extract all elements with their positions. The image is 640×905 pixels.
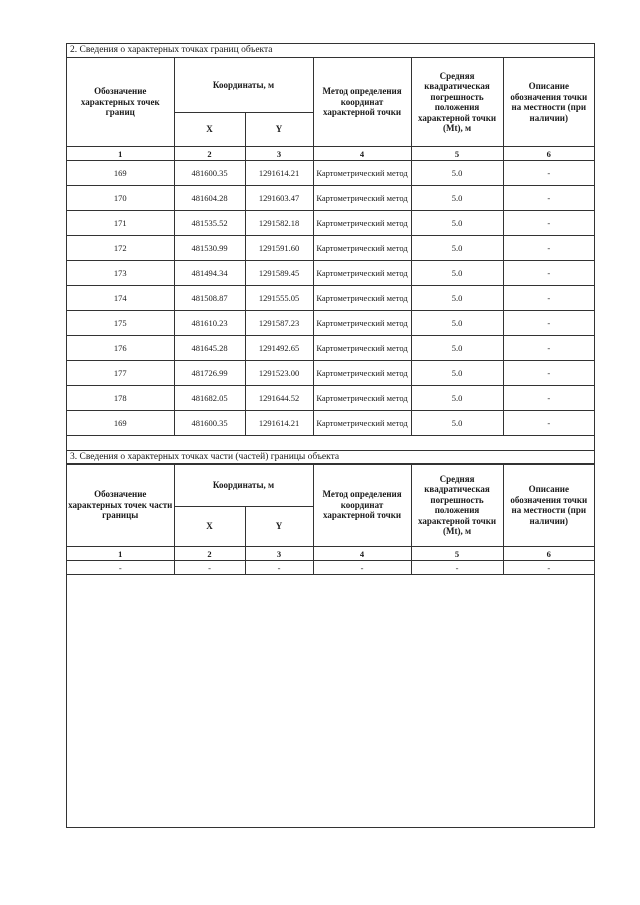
cell-x: 481600.35 xyxy=(174,161,245,186)
header-method: Метод определения координат характерной точки xyxy=(313,464,411,547)
col-number: 3 xyxy=(245,147,313,161)
cell-y: 1291582.18 xyxy=(245,211,313,236)
cell-desc: - xyxy=(503,161,594,186)
cell-desc: - xyxy=(503,211,594,236)
col-number: 4 xyxy=(313,547,411,561)
cell-y: 1291589.45 xyxy=(245,261,313,286)
header-coords: Координаты, м xyxy=(174,58,313,113)
cell-x: 481494.34 xyxy=(174,261,245,286)
cell-y: 1291492.65 xyxy=(245,336,313,361)
cell-error: 5.0 xyxy=(411,211,503,236)
cell-point: 178 xyxy=(67,386,174,411)
cell-method: Картометрический метод xyxy=(313,361,411,386)
col-number: 1 xyxy=(67,147,174,161)
cell-x: 481508.87 xyxy=(174,286,245,311)
cell-error: 5.0 xyxy=(411,236,503,261)
header-point: Обозначение характерных точек части границы xyxy=(67,464,174,547)
cell-y: 1291614.21 xyxy=(245,411,313,436)
table-row xyxy=(67,411,594,436)
cell-point: 177 xyxy=(67,361,174,386)
cell-y: 1291591.60 xyxy=(245,236,313,261)
cell-method: Картометрический метод xyxy=(313,411,411,436)
cell-desc: - xyxy=(503,411,594,436)
header-x: X xyxy=(174,113,245,147)
cell-x: 481600.35 xyxy=(174,411,245,436)
cell-error: 5.0 xyxy=(411,336,503,361)
cell-x: 481682.05 xyxy=(174,386,245,411)
col-number: 5 xyxy=(411,547,503,561)
cell-x: 481604.28 xyxy=(174,186,245,211)
cell-x: 481530.99 xyxy=(174,236,245,261)
header-error: Средняя квадратическая погрешность положения характерной точки (Mt), м xyxy=(411,464,503,547)
cell-point: 176 xyxy=(67,336,174,361)
cell-x: 481610.23 xyxy=(174,311,245,336)
cell-error: 5.0 xyxy=(411,261,503,286)
cell-desc: - xyxy=(503,186,594,211)
col-number: 4 xyxy=(313,147,411,161)
cell-method: Картометрический метод xyxy=(313,386,411,411)
boundary-points-table xyxy=(67,57,594,436)
header-y: Y xyxy=(245,507,313,547)
cell-point: 171 xyxy=(67,211,174,236)
table-row xyxy=(67,186,594,211)
cell-point: 175 xyxy=(67,311,174,336)
table-row xyxy=(67,286,594,311)
col-number: 6 xyxy=(503,147,594,161)
cell-point: 169 xyxy=(67,161,174,186)
header-point: Обозначение характерных точек границ xyxy=(67,58,174,147)
cell-error: 5.0 xyxy=(411,386,503,411)
cell-point: 169 xyxy=(67,411,174,436)
table-row xyxy=(67,311,594,336)
header-desc: Описание обозначения точки на местности (при наличии) xyxy=(503,464,594,547)
cell-point: 174 xyxy=(67,286,174,311)
cell-x: 481645.28 xyxy=(174,336,245,361)
cell-desc: - xyxy=(503,561,594,575)
header-error: Средняя квадратическая погрешность положения характерной точки (Mt), м xyxy=(411,58,503,147)
cell-error: 5.0 xyxy=(411,411,503,436)
cell-method: Картометрический метод xyxy=(313,161,411,186)
cell-desc: - xyxy=(503,336,594,361)
col-number: 2 xyxy=(174,147,245,161)
cell-y: 1291614.21 xyxy=(245,161,313,186)
cell-y: 1291603.47 xyxy=(245,186,313,211)
part-boundary-points-table xyxy=(67,463,594,575)
cell-x: 481535.52 xyxy=(174,211,245,236)
cell-point: - xyxy=(67,561,174,575)
section-2-title: 2. Сведения о характерных точках границ объекта xyxy=(67,44,594,58)
cell-desc: - xyxy=(503,311,594,336)
cell-y: - xyxy=(245,561,313,575)
cell-x: 481726.99 xyxy=(174,361,245,386)
cell-point: 170 xyxy=(67,186,174,211)
cell-method: Картометрический метод xyxy=(313,211,411,236)
cell-method: Картометрический метод xyxy=(313,311,411,336)
col-number: 6 xyxy=(503,547,594,561)
col-number: 5 xyxy=(411,147,503,161)
cell-desc: - xyxy=(503,236,594,261)
cell-point: 173 xyxy=(67,261,174,286)
cell-point: 172 xyxy=(67,236,174,261)
table-row xyxy=(67,361,594,386)
cell-error: 5.0 xyxy=(411,186,503,211)
cell-y: 1291523.00 xyxy=(245,361,313,386)
cell-method: Картометрический метод xyxy=(313,236,411,261)
cell-method: Картометрический метод xyxy=(313,336,411,361)
table-row xyxy=(67,211,594,236)
cell-method: Картометрический метод xyxy=(313,186,411,211)
header-x: X xyxy=(174,507,245,547)
cell-x: - xyxy=(174,561,245,575)
cell-error: 5.0 xyxy=(411,361,503,386)
table-row xyxy=(67,386,594,411)
cell-error: 5.0 xyxy=(411,161,503,186)
cell-y: 1291587.23 xyxy=(245,311,313,336)
table-row xyxy=(67,161,594,186)
cell-method: Картометрический метод xyxy=(313,286,411,311)
cell-desc: - xyxy=(503,361,594,386)
table-row xyxy=(67,561,594,575)
cell-desc: - xyxy=(503,286,594,311)
table-row xyxy=(67,336,594,361)
header-method: Метод определения координат характерной точки xyxy=(313,58,411,147)
cell-y: 1291644.52 xyxy=(245,386,313,411)
cell-y: 1291555.05 xyxy=(245,286,313,311)
section-3-title: 3. Сведения о характерных точках части (частей) границы объекта xyxy=(67,450,594,465)
cell-desc: - xyxy=(503,386,594,411)
header-coords: Координаты, м xyxy=(174,464,313,507)
col-number: 3 xyxy=(245,547,313,561)
document-frame xyxy=(66,43,595,828)
cell-error: - xyxy=(411,561,503,575)
cell-method: Картометрический метод xyxy=(313,261,411,286)
cell-error: 5.0 xyxy=(411,286,503,311)
header-y: Y xyxy=(245,113,313,147)
header-desc: Описание обозначения точки на местности (при наличии) xyxy=(503,58,594,147)
col-number: 2 xyxy=(174,547,245,561)
cell-error: 5.0 xyxy=(411,311,503,336)
cell-method: - xyxy=(313,561,411,575)
cell-desc: - xyxy=(503,261,594,286)
table-row xyxy=(67,236,594,261)
table-row xyxy=(67,261,594,286)
col-number: 1 xyxy=(67,547,174,561)
